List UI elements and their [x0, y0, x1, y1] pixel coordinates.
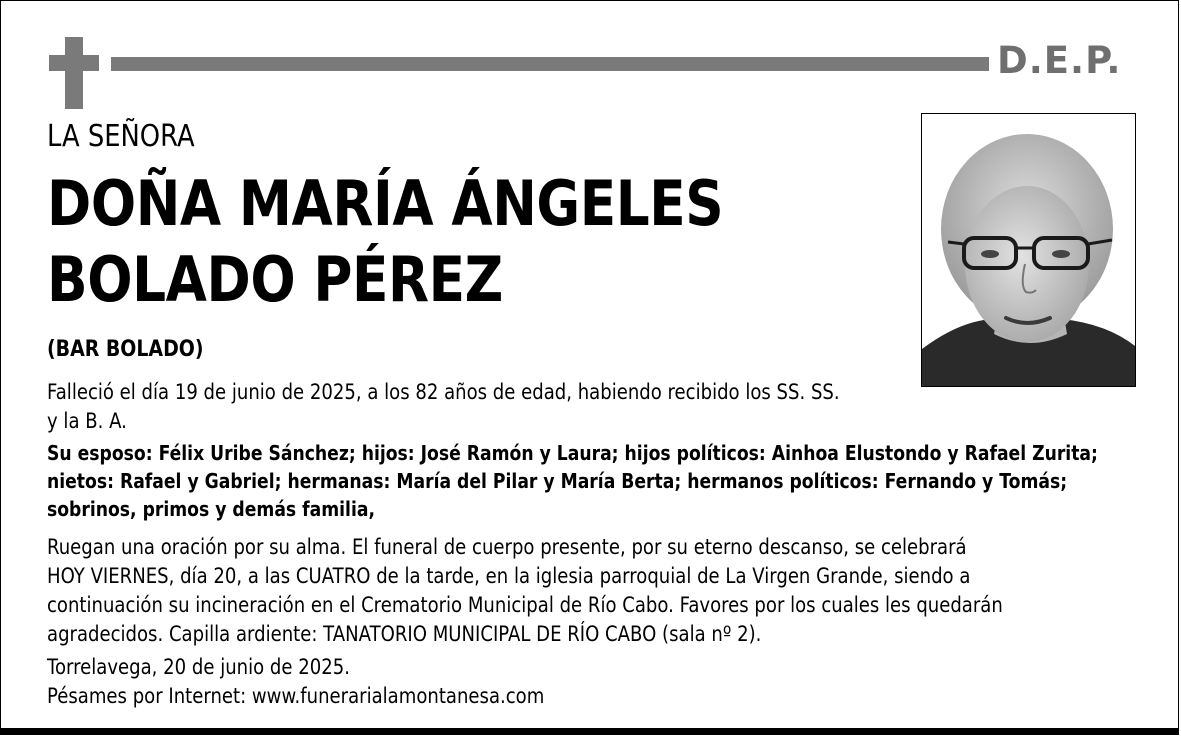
portrait-photo [921, 113, 1136, 387]
cross-icon-bar [49, 55, 99, 71]
title-prefix: LA SEÑORA [47, 119, 195, 154]
funeral-details [47, 533, 1003, 649]
deceased-name-line1: DOÑA MARÍA ÁNGELES [47, 167, 724, 240]
header-rule [111, 57, 989, 71]
family-list [47, 439, 1098, 523]
closing [47, 653, 544, 711]
portrait-image [922, 114, 1135, 386]
family-line-3: sobrinos, primos y demás familia, [47, 497, 375, 521]
family-line-2: nietos: Rafael y Gabriel; hermanas: María del Pilar y María Berta; hermanos políticos: Fernando y Tomás; [47, 469, 1068, 493]
dep-label: D.E.P. [997, 39, 1122, 82]
condolences-web: Pésames por Internet: www.funerarialamontanesa.com [47, 684, 545, 708]
place-date: Torrelavega, 20 de junio de 2025. [47, 655, 350, 679]
death-line-1: Falleció el día 19 de junio de 2025, a los 82 años de edad, habiendo recibido los SS. SS. [47, 380, 840, 404]
funeral-line-2: HOY VIERNES, día 20, a las CUATRO de la tarde, en la iglesia parroquial de La Virgen Grande, siendo a [47, 564, 971, 588]
death-line-2: y la B. A. [47, 409, 127, 433]
bottom-rule [1, 728, 1178, 734]
death-statement [47, 378, 840, 436]
funeral-line-4: agradecidos. Capilla ardiente: TANATORIO MUNICIPAL DE RÍO CABO (sala nº 2). [47, 622, 762, 646]
cross-icon [65, 37, 83, 109]
funeral-line-1: Ruegan una oración por su alma. El funeral de cuerpo presente, por su eterno descanso, se celebrará [47, 535, 967, 559]
nickname: (BAR BOLADO) [47, 337, 204, 362]
funeral-line-3: continuación su incineración en el Crematorio Municipal de Río Cabo. Favores por los cuales les quedarán [47, 593, 1003, 617]
deceased-name-line2: BOLADO PÉREZ [47, 243, 503, 316]
family-line-1: Su esposo: Félix Uribe Sánchez; hijos: José Ramón y Laura; hijos políticos: Ainhoa Elustondo y Rafael Zurita; [47, 441, 1098, 465]
deceased-name [47, 166, 723, 318]
